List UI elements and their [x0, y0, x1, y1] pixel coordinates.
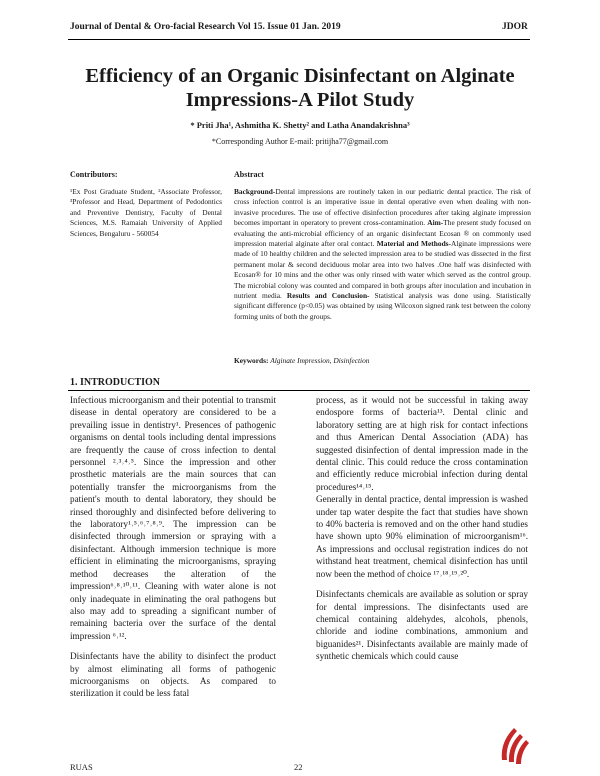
- section-heading: 1. INTRODUCTION: [70, 377, 161, 388]
- journal-short: JDOR: [502, 22, 528, 32]
- methods-text: Alginate impressions were made of 10 healthy children and the selected impression area to be studied was dissected in the first permanent molar & second deciduous molar area into two halves .One half was disinfected with Ecosan® for 10 mins and the other was only rinsed with water which served as the control group. The microbial colony was counted and compared in both groups after inoculation and incubation in nutrient media.: [234, 239, 531, 301]
- abstract-label: Abstract: [234, 170, 264, 179]
- title-line-1: Efficiency of an Organic Disinfectant on Alginate: [85, 65, 515, 87]
- contributors-block: [70, 170, 222, 239]
- paragraph: Generally in dental practice, dental impression is washed under tap water despite the fact that studies have shown to 40% bacteria is removed and on the other hand studies have shown upto 90% elimination of microorganism¹⁶. As impressions and occlusal registration indices do not withstand heat treatment, chemical disinfection has until now been the method of choice ¹⁷˒¹⁸˒¹⁹˒²⁰.: [316, 494, 528, 579]
- keywords-label: Keywords:: [234, 356, 269, 365]
- keywords-text: Alginate Impression, Disinfection: [268, 356, 370, 365]
- paragraph: Infectious microorganism and their potential to transmit disease in dental operatory are considered to be a prevailing issue in dentistry¹. Presences of pathogenic organisms on dental tools including dental impressions are frequently the cause of cross infection to dental personnel ²˒³˒⁴˒⁵. Since the impression and other prosthetic materials are the main sources that can potentially transfer the microorganisms from the patient's mouth to dental laboratory, they should be rinsed thoroughly and disinfected before delivering to the laboratory¹˒⁵˒⁶˒⁷˒⁸˒⁹. The impression can be disinfected through immersion or spraying with a disinfectant. Although immersion technique is more efficient in eliminating the microorganisms, spraying method decreases the alteration of the impression⁶˒⁸˒¹⁰˒¹¹. Cleaning with water alone is not only inadequate in eliminating the oral pathogens but also may add to spreading a significant number of remaining bacteria over the surface of the dental impression ⁶˒¹².: [70, 395, 276, 641]
- footer-left: RUAS: [70, 762, 93, 772]
- section-rule: [68, 390, 530, 391]
- body-column-right: [316, 394, 528, 663]
- contributors-label: Contributors:: [70, 170, 118, 179]
- keywords: [234, 356, 531, 365]
- title-line-2: Impressions-A Pilot Study: [185, 89, 415, 111]
- journal-header: Journal of Dental & Oro-facial Research Vol 15. Issue 01 Jan. 2019: [70, 22, 341, 32]
- page-number: 22: [294, 762, 303, 772]
- contributors-text: ¹Ex Post Graduate Student, ²Associate Professor, ³Professor and Head, Department of Pedodontics and Preventive Dentistry, Faculty of Dental Sciences, M.S. Ramaiah University of Applied Sciences, Bengaluru - 560054: [70, 187, 222, 238]
- background-text: Dental impressions are routinely taken in our pediatric dental practice. The risk of cross infection control is an imperative issue in dental operative even when dealing with non-invasive procedures. The use of effective disinfection procedures after taking alginate impression becomes important in operatory to prevent cross-contamination.: [234, 187, 531, 228]
- background-label: Background-: [234, 187, 276, 196]
- aim-text: The present study focused on evaluating the anti-microbial efficiency of an organic disinfectant Ecosan ® on commonly used impression material alginate after oral contact.: [234, 218, 531, 249]
- university-logo-icon: [494, 722, 534, 773]
- paragraph: Disinfectants have the ability to disinfect the product by almost eliminating all forms of pathogenic microorganisms on objects. As compared to sterilization it could be less fatal: [70, 651, 276, 699]
- paragraph: process, as it would not be successful in taking away endospore forms of bacteria¹³. Dental clinic and laboratory setting are at high risk for contact infections and thus American Dental Association (ADA) has suggested disinfection of dental impression made in the dental clinic. This could reduce the cross contamination and efficiently reduce microbial infection during dental procedures¹⁴˒¹⁵.: [316, 395, 528, 492]
- paper-title: [60, 64, 540, 112]
- abstract-block: [234, 170, 531, 322]
- aim-label: Aim-: [427, 218, 444, 228]
- methods-label: Material and Methods-: [376, 239, 452, 249]
- header-rule: [68, 39, 530, 40]
- paragraph: Disinfectants chemicals are available as solution or spray for dental impressions. The disinfectants used are chemical containing aldehydes, alcohols, phenols, chloride and iodine combinations, ammonium and biguanides²¹. Disinfectants available are mainly made of synthetic chemicals which could cause: [316, 589, 528, 662]
- results-text: Statistical analysis was done using. Statistically significant difference (p<0.05) was obtained by using Wilcoxon signed rank test between the colony forming units of both the groups.: [234, 291, 532, 321]
- authors: * Priti Jha¹, Ashmitha K. Shetty² and Latha Anandakrishna³: [190, 120, 410, 130]
- body-column-left: [70, 394, 276, 700]
- abstract-text: [234, 187, 531, 322]
- corresponding-author: *Corresponding Author E-mail: pritijha77@gmail.com: [211, 137, 389, 146]
- results-label: Results and Conclusion-: [286, 291, 370, 301]
